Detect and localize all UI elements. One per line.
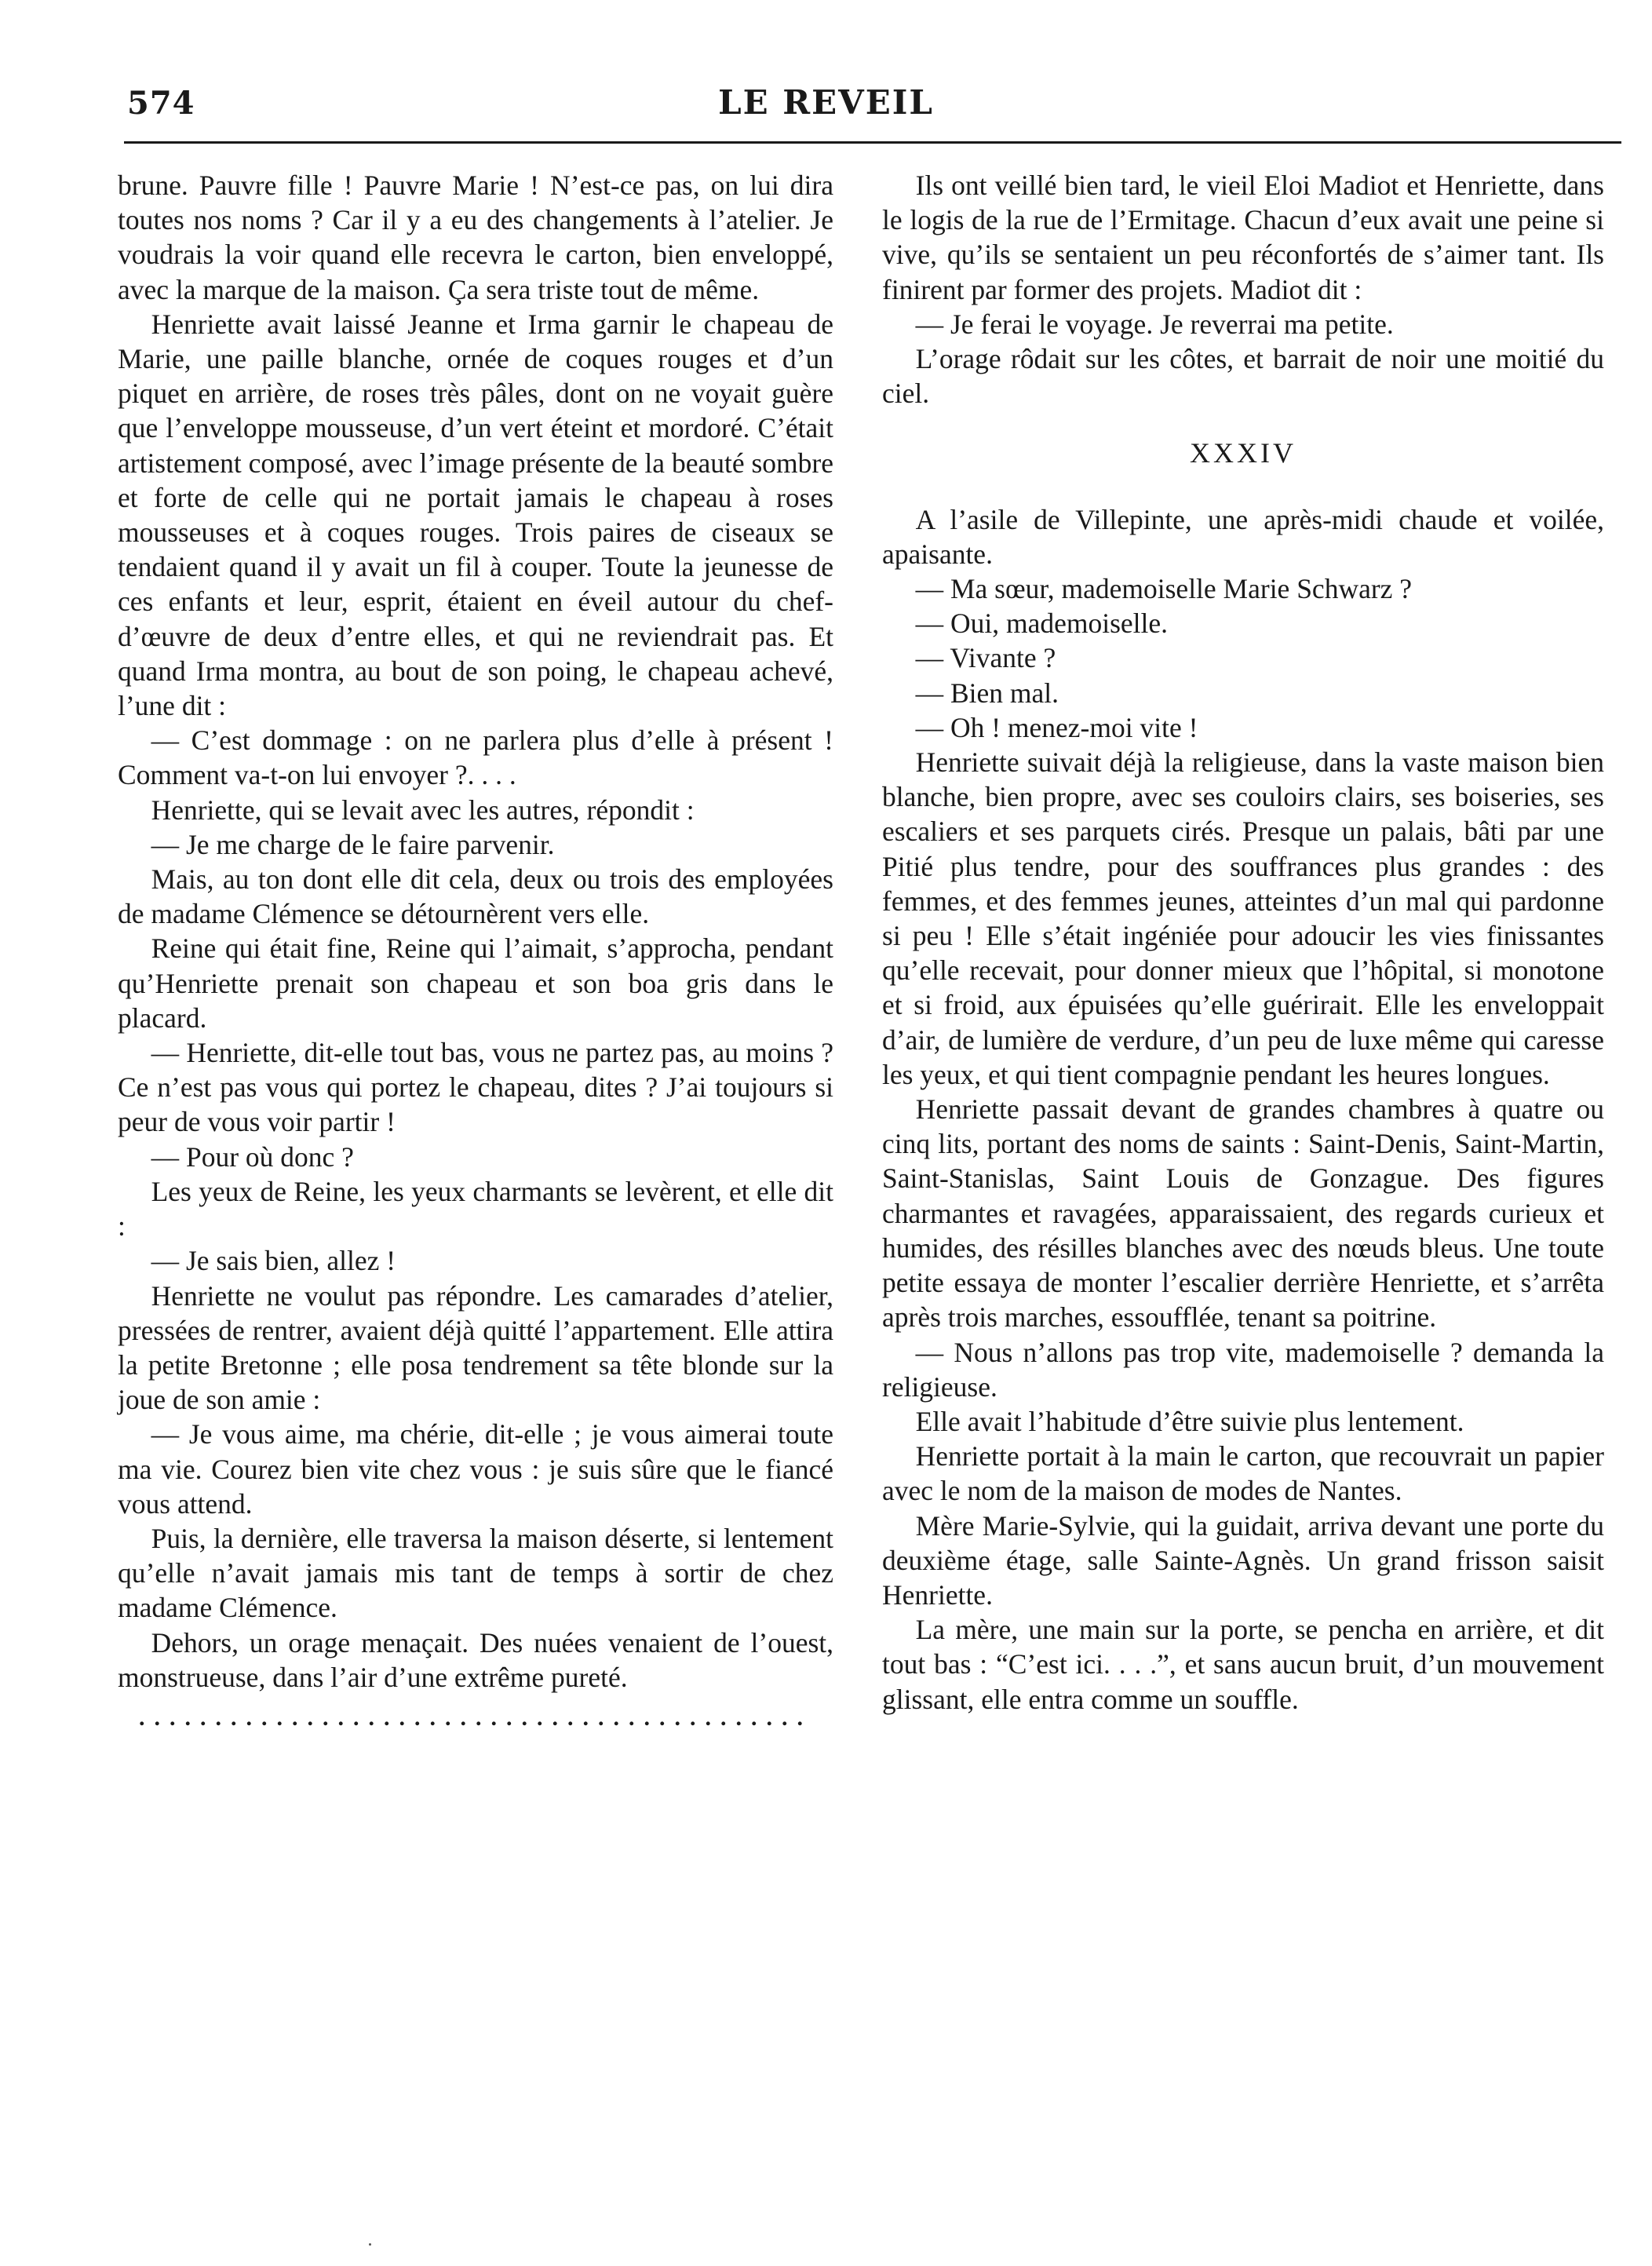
paragraph: Henriette ne voulut pas répondre. Les camarades d’atelier, pressées de rentrer, avaient déjà quitté l’appartement. Elle attira la petite Bretonne ; elle posa tendrement sa tête blonde sur la joue de son amie : <box>118 1279 833 1416</box>
page-number: 574 <box>127 85 195 122</box>
paragraph: Henriette, qui se levait avec les autres, répondit : <box>151 794 695 826</box>
running-head-title: LE REVEIL <box>718 83 934 122</box>
paragraph: L’orage rôdait sur les côtes, et barrait de noir une moitié du ciel. <box>882 343 1604 410</box>
dialogue-line: — Je sais bien, allez ! <box>151 1245 396 1277</box>
paragraph: Mais, au ton dont elle dit cela, deux ou trois des employées de madame Clémence se détournèrent vers elle. <box>118 863 833 930</box>
dialogue-line: — C’est dommage : on ne parlera plus d’elle à présent ! Comment va-t-on lui envoyer ?. . . . <box>118 724 833 791</box>
paragraph: Elle avait l’habitude d’être suivie plus lentement. <box>915 1405 1464 1437</box>
dialogue-line: — Bien mal. <box>915 677 1059 709</box>
dialogue-line: — Henriette, dit-elle tout bas, vous ne partez pas, au moins ? Ce n’est pas vous qui portez le chapeau, dites ? J’ai toujours si peur de vous voir partir ! <box>118 1037 833 1138</box>
paragraph: Puis, la dernière, elle traversa la maison déserte, si lentement qu’elle n’avait jamais mis tant de temps à sortir de chez madame Clémence. <box>118 1522 833 1624</box>
left-column <box>118 168 833 1735</box>
paragraph: brune. Pauvre fille ! Pauvre Marie ! N’est-ce pas, on lui dira toutes nos noms ? Car il y a eu des changements à l’atelier. Je voudrais la voir quand elle recevra le carton, bien enveloppé, avec la marque de la maison. Ça sera triste tout de même. <box>118 170 833 305</box>
paragraph: Henriette portait à la main le carton, que recouvrait un papier avec le nom de la maison de modes de Nantes. <box>882 1440 1604 1507</box>
dialogue-line: — Oui, mademoiselle. <box>915 608 1169 640</box>
paragraph: La mère, une main sur la porte, se pencha en arrière, et dit tout bas : “C’est ici. . . .”, et sans aucun bruit, d’un mouvement glissant, elle entra comme un souffle. <box>882 1614 1604 1715</box>
section-break-dots: ............................................ <box>139 1704 812 1731</box>
paragraph: Henriette avait laissé Jeanne et Irma garnir le chapeau de Marie, une paille blanche, ornée de coques rouges et d’un piquet en arrière, de roses très pâles, dont on ne voyait guère que l’enveloppe mousseuse, d’un vert éteint et mordoré. C’était artistement composé, avec l’image présente de la beauté sombre et forte de celle qui ne portait jamais le chapeau à roses mousseuses et à coques rouges. Trois paires de ciseaux se tendaient quand il y avait un fil à couper. Toute la jeunesse de ces enfants et leur, esprit, étaient en éveil autour du chef-d’œuvre de deux d’entre elles, et qui ne reviendrait pas. Et quand Irma montra, au bout de son poing, le chapeau achevé, l’une dit : <box>118 308 833 722</box>
paragraph: Reine qui était fine, Reine qui l’aimait, s’approcha, pendant qu’Henriette prenait son chapeau et son boa gris dans le placard. <box>118 932 833 1034</box>
paragraph: Henriette passait devant de grandes chambres à quatre ou cinq lits, portant des noms de saints : Saint-Denis, Saint-Martin, Saint-Stanislas, Saint Louis de Gonzague. Des figures charmantes et ravagées, apparaissaient, des regards curieux et humides, des résilles blanches avec des nœuds bleus. Une toute petite essaya de monter l’escalier derrière Henriette, et s’arrêta après trois marches, essoufflée, tenant sa poitrine. <box>882 1093 1604 1334</box>
header-rule <box>124 141 1621 144</box>
paragraph: Dehors, un orage menaçait. Des nuées venaient de l’ouest, monstrueuse, dans l’air d’une extrême pureté. <box>118 1626 833 1693</box>
dialogue-line: — Je ferai le voyage. Je reverrai ma petite. <box>915 308 1394 340</box>
dialogue-line: — Je me charge de le faire parvenir. <box>151 828 555 860</box>
dialogue-line: — Vivante ? <box>915 642 1056 674</box>
dialogue-line: — Nous n’allons pas trop vite, mademoiselle ? demanda la religieuse. <box>882 1336 1604 1403</box>
dialogue-line: — Pour où donc ? <box>151 1140 354 1173</box>
right-column <box>882 168 1604 1717</box>
dialogue-line: — Ma sœur, mademoiselle Marie Schwarz ? <box>915 573 1413 605</box>
chapter-heading: XXXIV <box>1190 437 1296 469</box>
paragraph: Les yeux de Reine, les yeux charmants se levèrent, et elle dit : <box>118 1175 833 1242</box>
dialogue-line: — Je vous aime, ma chérie, dit-elle ; je vous aimerai toute ma vie. Courez bien vite chez vous : je suis sûre que le fiancé vous attend. <box>118 1418 833 1520</box>
paragraph: A l’asile de Villepinte, une après-midi chaude et voilée, apaisante. <box>882 503 1604 570</box>
dialogue-line: — Oh ! menez-moi vite ! <box>915 711 1198 743</box>
paragraph: Mère Marie-Sylvie, qui la guidait, arriva devant une porte du deuxième étage, salle Sainte-Agnès. Un grand frisson saisit Henriette. <box>882 1509 1604 1611</box>
ink-speck <box>369 2243 371 2246</box>
paragraph: Henriette suivait déjà la religieuse, dans la vaste maison bien blanche, bien propre, avec ses couloirs clairs, ses boiseries, ses escaliers et ses parquets cirés. Presque un palais, bâti par une Pitié plus tendre, pour des souffrances plus grandes : des femmes, et des femmes jeunes, atteintes d’un mal qui pardonne si peu ! Elle s’était ingéniée pour adoucir les vies finissantes qu’elle recevait, pour donner mieux que l’hôpital, si monotone et si froid, aux épuisées qu’elle guérirait. Elle les enveloppait d’air, de lumière de verdure, d’un peu de luxe même qui caresse les yeux, et qui tient compagnie pendant les heures longues. <box>882 746 1604 1090</box>
paragraph: Ils ont veillé bien tard, le vieil Eloi Madiot et Henriette, dans le logis de la rue de l’Ermitage. Chacun d’eux avait une peine si vive, qu’ils se sentaient un peu réconfortés de s’aimer tant. Ils finirent par former des projets. Madiot dit : <box>882 170 1604 305</box>
